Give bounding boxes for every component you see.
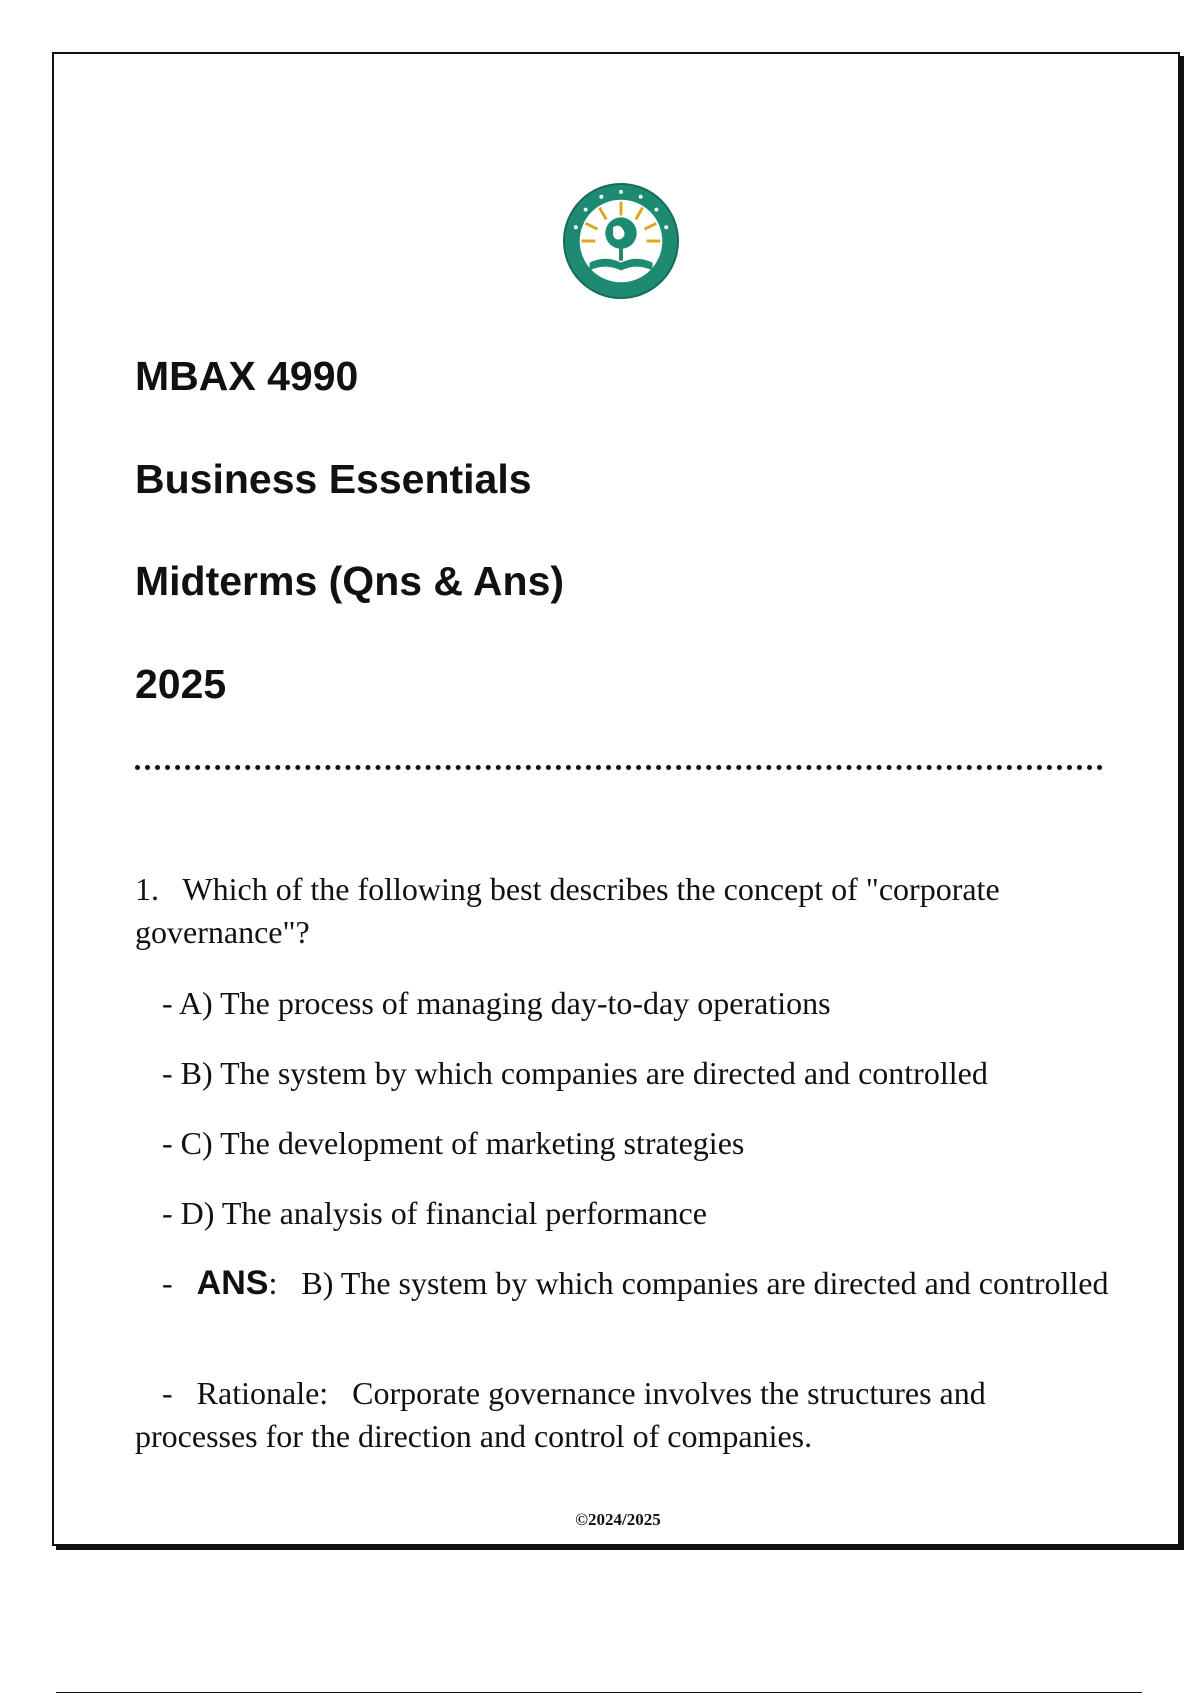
option-d: - D) The analysis of financial performance <box>162 1195 707 1231</box>
question-1 <box>135 868 1110 954</box>
rationale-label: Rationale: <box>196 1375 329 1411</box>
answer-prefix: - <box>162 1265 173 1301</box>
dotted-divider <box>135 765 1103 770</box>
copyright-footer: ©2024/2025 <box>575 1510 661 1529</box>
rationale-prefix: - <box>162 1375 173 1411</box>
answer-text: B) The system by which companies are directed and controlled <box>301 1265 1109 1301</box>
answer-label: ANS <box>196 1264 269 1302</box>
answer-line: - ANS: B) The system by which companies are directed and controlled <box>162 1264 1109 1302</box>
course-code: MBAX 4990 <box>135 353 359 399</box>
exam-year: 2025 <box>135 661 227 707</box>
university-seal-logo <box>562 182 680 300</box>
question-number: 1. <box>135 871 159 907</box>
exam-type: Midterms (Qns & Ans) <box>135 558 565 604</box>
question-text: Which of the following best describes the concept of "corporate governance"? <box>135 871 1000 950</box>
option-b: - B) The system by which companies are directed and controlled <box>162 1055 988 1091</box>
course-title: Business Essentials <box>135 456 532 502</box>
option-a: - A) The process of managing day-to-day operations <box>162 985 831 1021</box>
rationale-line <box>135 1372 1110 1458</box>
option-c: - C) The development of marketing strategies <box>162 1125 745 1161</box>
rationale-text: Corporate governance involves the structures and processes for the direction and control of companies. <box>135 1375 986 1454</box>
bottom-divider <box>56 1692 1142 1693</box>
